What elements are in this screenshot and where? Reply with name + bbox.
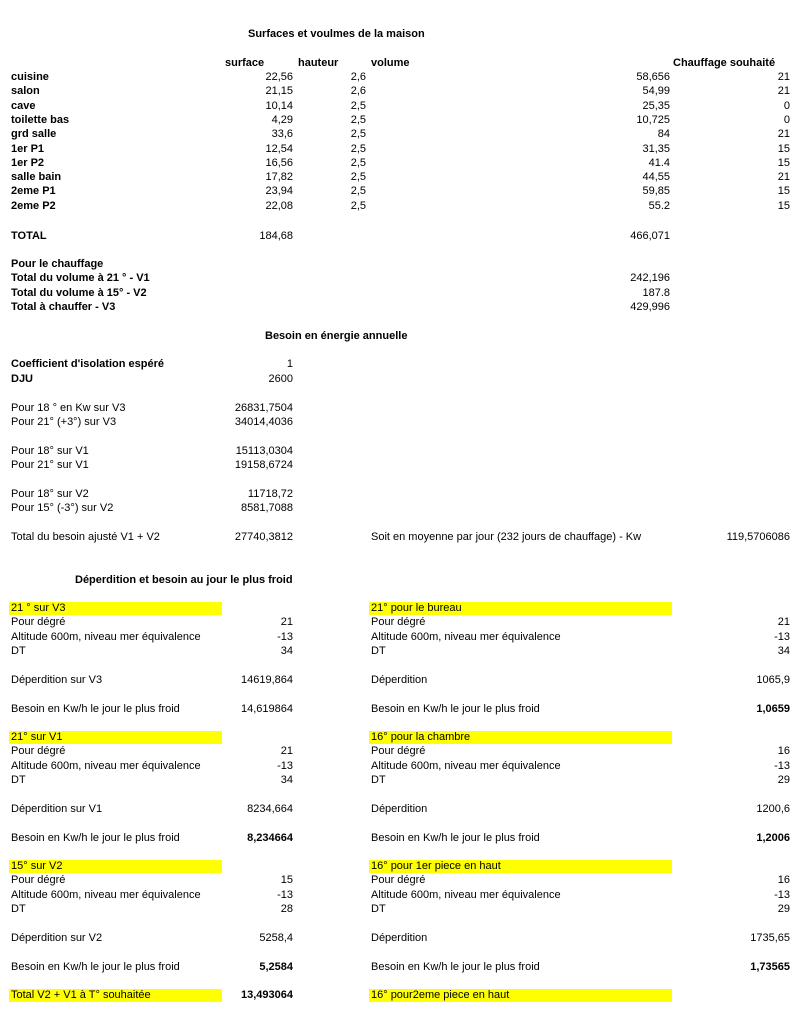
- room-chauffage: 15: [777, 142, 790, 155]
- chauffage-heading: Pour le chauffage: [11, 258, 104, 270]
- dt-value: 29: [777, 903, 790, 915]
- deperdition-value: 1200,6: [756, 803, 790, 815]
- pour-degre-value: 15: [280, 874, 293, 886]
- chauffage-v1-value: 242,196: [630, 272, 670, 284]
- header-surface: surface: [225, 57, 265, 69]
- dt-label: DT: [371, 645, 386, 657]
- p21v3-label: Pour 21° (+3°) sur V3: [11, 416, 117, 428]
- room-name: 1er P1: [11, 142, 45, 155]
- room-volume: 84: [657, 128, 670, 141]
- room-hauteur: 2,5: [350, 156, 366, 169]
- title-surfaces: Surfaces et voulmes de la maison: [248, 28, 425, 40]
- room-surface: 22,56: [265, 71, 293, 83]
- room-surface: 33,6: [271, 128, 293, 141]
- deperdition-label: Déperdition sur V2: [11, 932, 103, 944]
- chauffage-v3-label: Total à chauffer - V3: [11, 301, 116, 313]
- altitude-value: -13: [277, 889, 293, 901]
- title-deperdition: Déperdition et besoin au jour le plus froid: [75, 574, 293, 586]
- final-left-label: Total V2 + V1 à T° souhaitée: [11, 989, 151, 1001]
- room-name: salon: [11, 85, 40, 98]
- room-hauteur: 2,5: [350, 142, 366, 155]
- moyenne-value: 119,5706086: [726, 531, 790, 543]
- room-hauteur: 2,5: [350, 113, 366, 126]
- altitude-value: -13: [774, 760, 790, 772]
- altitude-value: -13: [277, 760, 293, 772]
- room-surface: 10,14: [265, 99, 293, 112]
- besoin-label: Besoin en Kw/h le jour le plus froid: [11, 832, 180, 844]
- altitude-value: -13: [774, 631, 790, 643]
- room-surface: 21,15: [265, 85, 293, 98]
- room-hauteur: 2,5: [350, 99, 366, 112]
- dt-value: 34: [777, 645, 790, 657]
- room-surface: 23,94: [265, 185, 293, 198]
- room-chauffage: 15: [777, 185, 790, 198]
- room-volume: 41.4: [648, 156, 670, 169]
- title-besoin: Besoin en énergie annuelle: [265, 330, 408, 342]
- room-volume: 25,35: [642, 99, 670, 112]
- room-hauteur: 2,6: [350, 71, 366, 83]
- header-hauteur: hauteur: [298, 57, 339, 69]
- room-chauffage: 21: [777, 128, 790, 141]
- p18v3-value: 26831,7504: [234, 402, 293, 414]
- room-hauteur: 2,5: [350, 185, 366, 198]
- left-block-title: 15° sur V2: [11, 860, 63, 872]
- room-surface: 22,08: [265, 199, 293, 212]
- final-left-value: 13,493064: [241, 989, 293, 1001]
- besoin-label: Besoin en Kw/h le jour le plus froid: [11, 961, 180, 973]
- dt-label: DT: [11, 903, 26, 915]
- besoin-label: Besoin en Kw/h le jour le plus froid: [371, 961, 540, 973]
- dt-label: DT: [11, 645, 26, 657]
- room-hauteur: 2,5: [350, 199, 366, 212]
- besoin-label: Besoin en Kw/h le jour le plus froid: [371, 832, 540, 844]
- deperdition-label: Déperdition: [371, 674, 428, 686]
- dju-value: 2600: [268, 373, 293, 385]
- dt-value: 29: [777, 774, 790, 786]
- pour-degre-value: 16: [777, 745, 790, 757]
- pour-degre-label: Pour dégré: [11, 745, 66, 757]
- room-hauteur: 2,5: [350, 128, 366, 141]
- right-block-title: 16° pour la chambre: [371, 731, 471, 743]
- deperdition-value: 1735,65: [750, 932, 790, 944]
- altitude-label: Altitude 600m, niveau mer équivalence: [371, 631, 561, 643]
- altitude-label: Altitude 600m, niveau mer équivalence: [371, 760, 561, 772]
- pour-degre-value: 21: [777, 616, 790, 628]
- room-volume: 10,725: [636, 113, 670, 126]
- p15v2-value: 8581,7088: [241, 502, 293, 514]
- room-surface: 17,82: [265, 171, 293, 184]
- room-volume: 31,35: [642, 142, 670, 155]
- room-chauffage: 0: [783, 113, 790, 126]
- room-volume: 44,55: [642, 171, 670, 184]
- right-block-title: 21° pour le bureau: [371, 602, 462, 614]
- p18v1-label: Pour 18° sur V1: [11, 445, 89, 457]
- altitude-label: Altitude 600m, niveau mer équivalence: [11, 760, 201, 772]
- p18v2-label: Pour 18° sur V2: [11, 488, 89, 500]
- deperdition-value: 8234,664: [247, 803, 293, 815]
- room-chauffage: 21: [777, 71, 790, 83]
- room-chauffage: 0: [783, 99, 790, 112]
- coef-value: 1: [286, 358, 293, 370]
- header-volume: volume: [371, 57, 410, 69]
- room-volume: 54,99: [642, 85, 670, 98]
- chauffage-v2-value: 187.8: [642, 287, 670, 299]
- besoin-label: Besoin en Kw/h le jour le plus froid: [11, 703, 180, 715]
- besoin-value: 8,234664: [247, 832, 293, 844]
- room-name: cave: [11, 99, 36, 112]
- pour-degre-value: 16: [777, 874, 790, 886]
- deperdition-value: 14619,864: [241, 674, 293, 686]
- deperdition-label: Déperdition: [371, 932, 428, 944]
- dt-label: DT: [371, 903, 386, 915]
- left-block-title: 21° sur V1: [11, 731, 63, 743]
- room-chauffage: 15: [777, 156, 790, 169]
- pour-degre-label: Pour dégré: [11, 616, 66, 628]
- deperdition-value: 1065,9: [756, 674, 790, 686]
- coef-label: Coefficient d'isolation espéré: [11, 358, 164, 370]
- p18v2-value: 11718,72: [247, 488, 293, 500]
- room-surface: 16,56: [265, 156, 293, 169]
- chauffage-v2-label: Total du volume à 15° - V2: [11, 287, 147, 299]
- total-volume: 466,071: [630, 230, 670, 242]
- total-surface: 184,68: [259, 230, 293, 242]
- header-chauffage: Chauffage souhaité: [673, 57, 776, 69]
- p21v1-label: Pour 21° sur V1: [11, 459, 89, 471]
- besoin-value: 1,2006: [756, 832, 790, 844]
- room-hauteur: 2,5: [350, 171, 366, 184]
- p21v3-value: 34014,4036: [234, 416, 293, 428]
- room-chauffage: 21: [777, 171, 790, 184]
- p18v1-value: 15113,0304: [235, 445, 293, 457]
- dt-value: 34: [280, 645, 293, 657]
- right-block-title: 16° pour 1er piece en haut: [371, 860, 501, 872]
- pour-degre-value: 21: [280, 745, 293, 757]
- final-right-label: 16° pour2eme piece en haut: [371, 989, 510, 1001]
- p15v2-label: Pour 15° (-3°) sur V2: [11, 502, 114, 514]
- deperdition-label: Déperdition sur V3: [11, 674, 103, 686]
- room-name: 1er P2: [11, 156, 45, 169]
- room-surface: 4,29: [271, 113, 293, 126]
- deperdition-label: Déperdition: [371, 803, 428, 815]
- dt-value: 34: [280, 774, 293, 786]
- room-name: salle bain: [11, 171, 62, 184]
- room-name: cuisine: [11, 71, 49, 83]
- total-besoin-label: Total du besoin ajusté V1 + V2: [11, 531, 160, 543]
- deperdition-label: Déperdition sur V1: [11, 803, 103, 815]
- room-hauteur: 2,6: [350, 85, 366, 98]
- dt-label: DT: [11, 774, 26, 786]
- altitude-value: -13: [277, 631, 293, 643]
- pour-degre-label: Pour dégré: [371, 616, 426, 628]
- room-name: 2eme P1: [11, 185, 56, 198]
- besoin-value: 1,0659: [756, 703, 790, 715]
- room-name: 2eme P2: [11, 199, 56, 212]
- altitude-label: Altitude 600m, niveau mer équivalence: [11, 631, 201, 643]
- pour-degre-value: 21: [280, 616, 293, 628]
- pour-degre-label: Pour dégré: [11, 874, 66, 886]
- chauffage-v1-label: Total du volume à 21 ° - V1: [11, 272, 150, 284]
- room-name: toilette bas: [11, 113, 70, 126]
- dt-label: DT: [371, 774, 386, 786]
- besoin-label: Besoin en Kw/h le jour le plus froid: [371, 703, 540, 715]
- room-volume: 58,656: [636, 71, 670, 83]
- besoin-value: 5,2584: [259, 961, 293, 973]
- room-name: grd salle: [11, 128, 57, 141]
- besoin-value: 14,619864: [241, 703, 293, 715]
- total-label: TOTAL: [11, 230, 47, 242]
- dju-label: DJU: [11, 373, 34, 385]
- altitude-label: Altitude 600m, niveau mer équivalence: [371, 889, 561, 901]
- pour-degre-label: Pour dégré: [371, 745, 426, 757]
- left-block-title: 21 ° sur V3: [11, 602, 66, 614]
- deperdition-value: 5258,4: [259, 932, 293, 944]
- chauffage-v3-value: 429,996: [630, 301, 670, 313]
- moyenne-label: Soit en moyenne par jour (232 jours de chauffage) - Kw: [371, 531, 642, 543]
- room-chauffage: 15: [777, 199, 790, 212]
- altitude-label: Altitude 600m, niveau mer équivalence: [11, 889, 201, 901]
- p18v3-label: Pour 18 ° en Kw sur V3: [11, 402, 126, 414]
- room-volume: 55.2: [648, 199, 670, 212]
- total-besoin-value: 27740,3812: [234, 531, 293, 543]
- room-surface: 12,54: [265, 142, 293, 155]
- altitude-value: -13: [774, 889, 790, 901]
- room-chauffage: 21: [777, 85, 790, 98]
- room-volume: 59,85: [642, 185, 670, 198]
- besoin-value: 1,73565: [750, 961, 790, 973]
- dt-value: 28: [280, 903, 293, 915]
- p21v1-value: 19158,6724: [234, 459, 293, 471]
- pour-degre-label: Pour dégré: [371, 874, 426, 886]
